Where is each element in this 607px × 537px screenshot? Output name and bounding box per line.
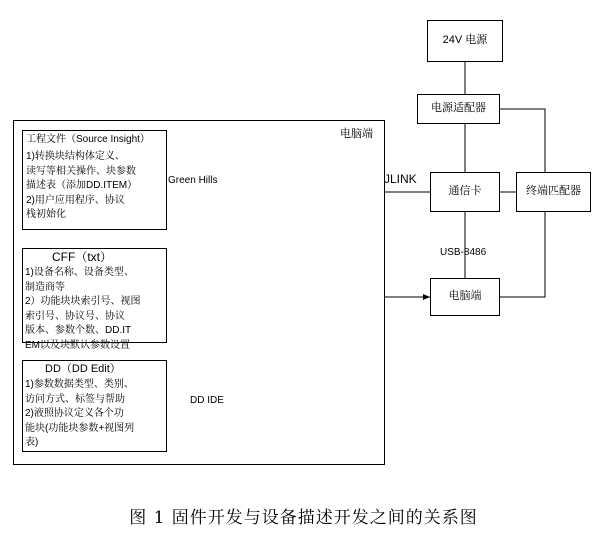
- dd-desc: [25, 378, 167, 451]
- project-file-desc: [26, 150, 166, 223]
- desc-line: 1)转换块结构体定义、: [26, 151, 125, 162]
- desc-line: 能块(功能块参数+视图列: [25, 422, 135, 434]
- node-label: 电脑端: [448, 290, 482, 303]
- desc-line: 访问方式、标签与帮助: [25, 393, 125, 405]
- figure-caption: 图 1 固件开发与设备描述开发之间的关系图: [129, 508, 478, 528]
- group-cff-title: CFF（txt）: [52, 250, 112, 264]
- desc-line: 1)参数数据类型、类别、: [25, 379, 134, 390]
- desc-line: 2）功能块块索引号、视图: [25, 296, 141, 307]
- desc-line: 描述表（添加DD.ITEM）: [26, 180, 138, 191]
- desc-line: 2)用户应用程序、协议: [26, 194, 125, 206]
- edge-label-jlink: JLINK: [384, 172, 417, 186]
- cff-desc: [25, 266, 167, 353]
- node-power-adapter: [417, 94, 500, 124]
- node-comm-card: [430, 172, 500, 212]
- desc-line: EM以及块默认参数设置: [25, 339, 130, 351]
- node-label: 通信卡: [448, 185, 482, 198]
- node-label: 24V 电源: [442, 34, 488, 47]
- desc-line: 表): [25, 437, 39, 448]
- node-label: 终端匹配器: [526, 185, 581, 198]
- desc-line: 1)设备名称、设备类型、: [25, 267, 134, 278]
- node-terminal-matcher: [516, 172, 591, 212]
- edge-label-green-hills: Green Hills: [168, 175, 218, 186]
- label-computer-side: 电脑端: [340, 128, 373, 140]
- desc-line: 索引号、协议号、协议: [25, 310, 125, 322]
- group-project-file-title: 工程文件（Source Insight）: [26, 134, 150, 145]
- edge-label-dd-ide: DD IDE: [190, 395, 224, 406]
- desc-line: 版本、参数个数、DD.IT: [25, 325, 132, 336]
- desc-line: 栈初始化: [26, 209, 66, 220]
- node-power-24v: [427, 20, 503, 62]
- desc-line: 读写等相关操作、块参数: [26, 165, 136, 177]
- edge-label-usb-8486: USB-8486: [440, 247, 487, 258]
- node-computer: [430, 278, 500, 316]
- node-label: 电源适配器: [431, 102, 486, 115]
- group-dd-title: DD（DD Edit）: [45, 363, 121, 375]
- desc-line: 制造商等: [25, 281, 65, 293]
- desc-line: 2)液照协议定义各个功: [25, 408, 124, 419]
